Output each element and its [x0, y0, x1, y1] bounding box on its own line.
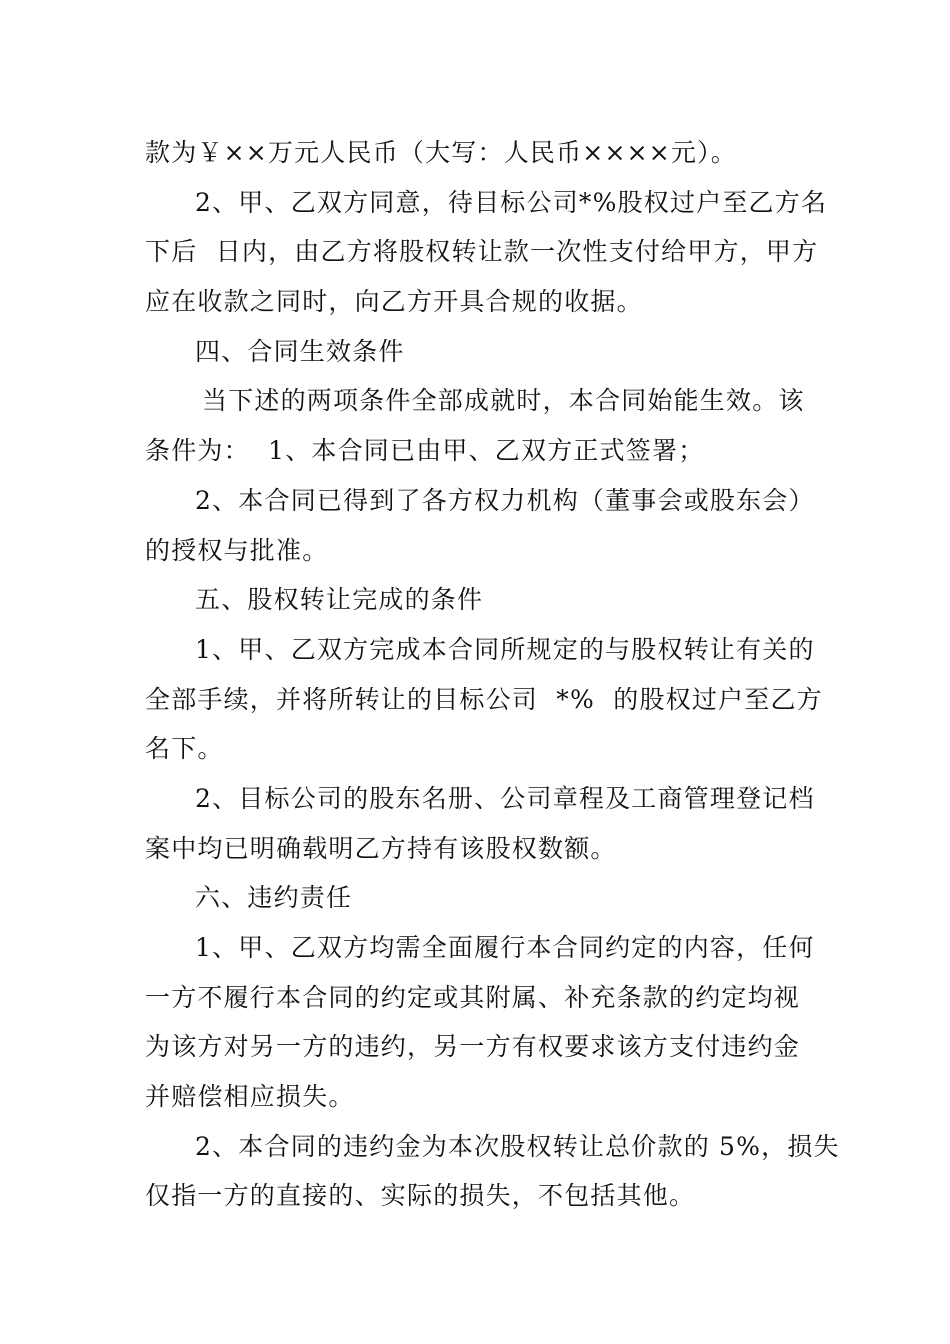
text-line: 款为￥××万元人民币（大写：人民币××××元）。 [145, 138, 737, 167]
text-line: 全部手续，并将所转让的目标公司 *% 的股权过户至乙方 [145, 684, 823, 714]
text-line: 应在收款之同时，向乙方开具合规的收据。 [145, 287, 643, 317]
text-line: 的授权与批准。 [145, 535, 329, 565]
text-line: 并赔偿相应损失。 [145, 1082, 355, 1112]
text-line: 2、甲、乙双方同意，待目标公司*%股权过户至乙方名 [195, 187, 828, 217]
section-heading: 六、违约责任 [195, 883, 353, 913]
section-heading: 五、股权转让完成的条件 [195, 585, 484, 615]
text-line: 当下述的两项条件全部成就时，本合同始能生效。该 [202, 386, 805, 416]
text-line: 2、目标公司的股东名册、公司章程及工商管理登记档 [195, 783, 815, 813]
text-line: 一方不履行本合同的约定或其附属、补充条款的约定均视 [145, 982, 801, 1012]
text-line: 为该方对另一方的违约，另一方有权要求该方支付违约金 [145, 1032, 801, 1062]
text-line: 名下。 [145, 734, 224, 764]
document-body [145, 128, 840, 1221]
text-line: 案中均已明确载明乙方持有该股权数额。 [145, 833, 617, 863]
text-line: 1、甲、乙双方完成本合同所规定的与股权转让有关的 [195, 634, 815, 664]
section-heading: 四、合同生效条件 [195, 336, 405, 366]
text-line: 1、甲、乙双方均需全面履行本合同约定的内容，任何 [195, 933, 815, 962]
text-line: 条件为： 1、本合同已由甲、乙双方正式签署； [145, 436, 705, 466]
text-line: 2、本合同已得到了各方权力机构（董事会或股东会） [195, 485, 815, 515]
text-line: 仅指一方的直接的、实际的损失，不包括其他。 [145, 1181, 696, 1211]
text-line: 2、本合同的违约金为本次股权转让总价款的 5%，损失 [195, 1131, 840, 1161]
text-line: 下后 日内，由乙方将股权转让款一次性支付给甲方，甲方 [145, 237, 819, 267]
